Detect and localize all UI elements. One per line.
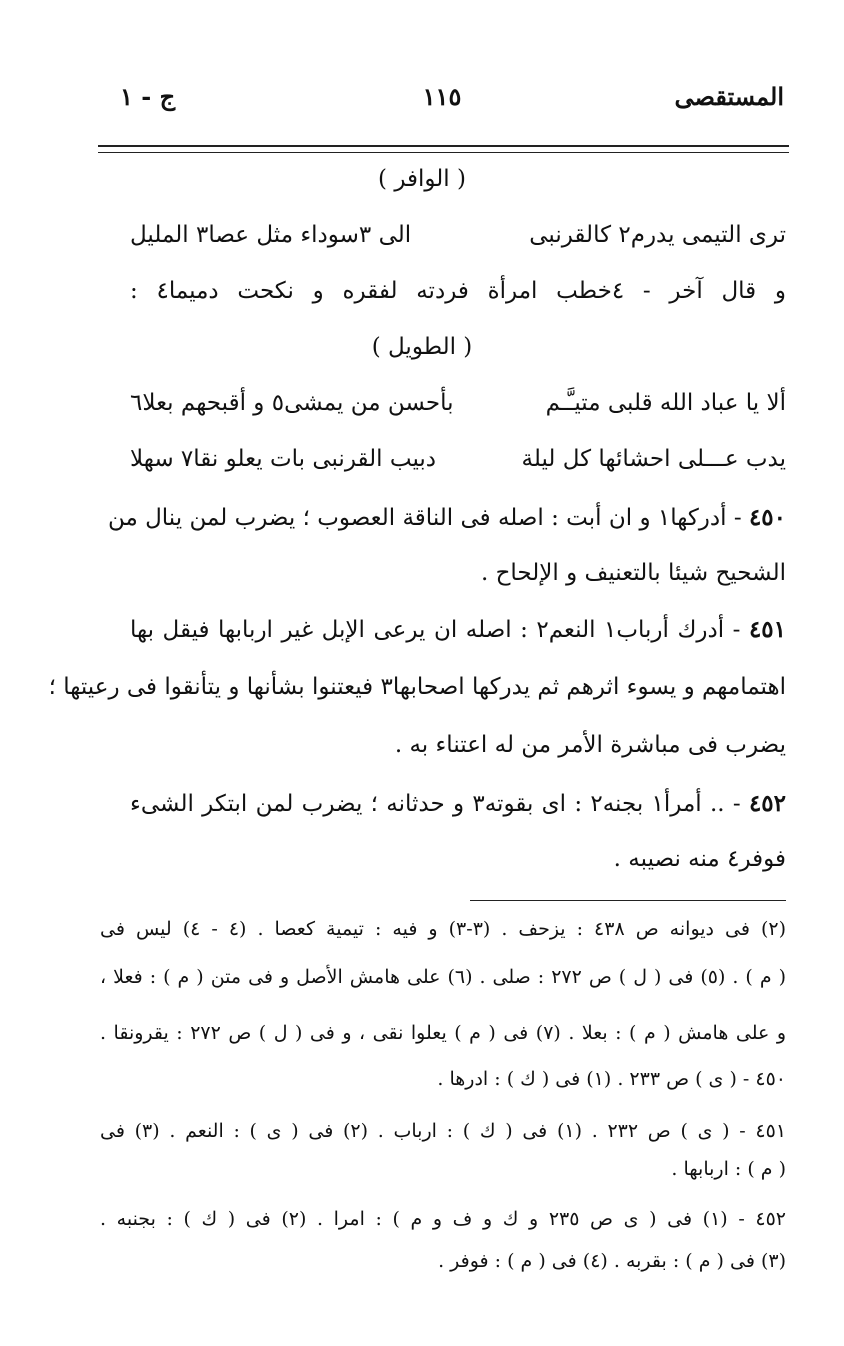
entry-451-line	[130, 616, 786, 643]
footnote-line: (٢) فى ديوانه ص ٤٣٨ : يزحف . (٣-٣) و فيه : تيمية كعصا . (٤ - ٤) ليس فى	[100, 918, 787, 940]
entry-text: - أدركها١ و ان أبت : اصله فى الناقة العصوب ؛ يضرب لمن ينال من	[107, 505, 742, 531]
verse-hemistich: الى ٣سوداء مثل عصا٣ المليل	[130, 222, 412, 248]
verse-line	[130, 390, 786, 416]
entry-text: - .. أمرأ١ بجنه٢ : اى بقوته٣ و حدثانه ؛ يضرب لمن ابتكر الشىء	[130, 791, 741, 817]
page-number: ١١٥	[422, 82, 462, 111]
entry-number: ٤٥١	[748, 616, 787, 643]
book-title: المستقصى	[674, 82, 784, 111]
verse-hemistich: يدب عـــلى احشائها كل ليلة	[521, 446, 786, 472]
entry-450-line: الشحيح شيئا بالتعنيف و الإلحاح .	[480, 560, 786, 586]
footnote-line: ٤٥٢ - (١) فى ( ى ص ٢٣٥ و ك و ف و م ) : امرا . (٢) فى ( ك ) : بجنبه .	[100, 1208, 786, 1230]
entry-450-line	[107, 504, 786, 531]
verse-line	[130, 446, 786, 472]
footnote-line: ٤٥١ - ( ى ) ص ٢٣٢ . (١) فى ( ك ) : ارباب . (٢) فى ( ى ) : النعم . (٣) فى	[100, 1120, 787, 1142]
entry-451-line: اهتمامهم و يسوء اثرهم ثم يدركها اصحابها٣ فيعتنوا بشأنها و يتأنقوا فى رعيتها ؛	[48, 674, 786, 700]
verse-hemistich: ألا يا عباد الله قلبى متيـَّـم	[545, 390, 786, 416]
header-rule-thin	[98, 152, 789, 153]
running-header	[100, 82, 784, 122]
entry-451-line: يضرب فى مباشرة الأمر من له اعتناء به .	[394, 732, 786, 758]
volume-label: ج - ١	[120, 82, 176, 111]
footnote-line: ٤٥٠ - ( ى ) ص ٢٣٣ . (١) فى ( ك ) : ادرها .	[437, 1068, 786, 1090]
meter-label-tawil: ( الطويل )	[371, 334, 473, 360]
meter-label-wafir: ( الوافر )	[378, 166, 466, 192]
entry-number: ٤٥٠	[748, 504, 786, 531]
verse-hemistich: بأحسن من يمشى٥ و أقبحهم بعلا٦	[130, 390, 454, 416]
verse-hemistich: ترى التيمى يدرم٢ كالقرنبى	[529, 222, 786, 248]
entry-452-line	[130, 790, 786, 817]
verse-hemistich: دبيب القرنبى بات يعلو نقا٧ سهلا	[130, 446, 437, 472]
footnote-rule	[470, 900, 786, 901]
prose-line: و قال آخر - ٤خطب امرأة فردته لفقره و نكحت دميما٤ :	[130, 278, 786, 304]
footnote-line: ( م ) : اربابها .	[671, 1158, 786, 1180]
entry-number: ٤٥٢	[748, 790, 786, 817]
footnote-line: و على هامش ( م ) : بعلا . (٧) فى ( م ) يعلوا نقى ، و فى ( ل ) ص ٢٧٢ : يقرونقا .	[100, 1022, 787, 1044]
entry-text: - أدرك أرباب١ النعم٢ : اصله ان يرعى الإبل غير اربابها فيقل بها	[130, 617, 741, 643]
entry-452-line: فوفر٤ منه نصيبه .	[613, 846, 786, 872]
header-rule-thick	[98, 145, 789, 147]
footnote-line: (٣) فى ( م ) : بقربه . (٤) فى ( م ) : فوفر .	[438, 1250, 786, 1272]
footnote-line: ( م ) . (٥) فى ( ل ) ص ٢٧٢ : صلى . (٦) على هامش الأصل و فى متن ( م ) : فعلا ،	[100, 966, 786, 988]
verse-line	[130, 222, 786, 248]
